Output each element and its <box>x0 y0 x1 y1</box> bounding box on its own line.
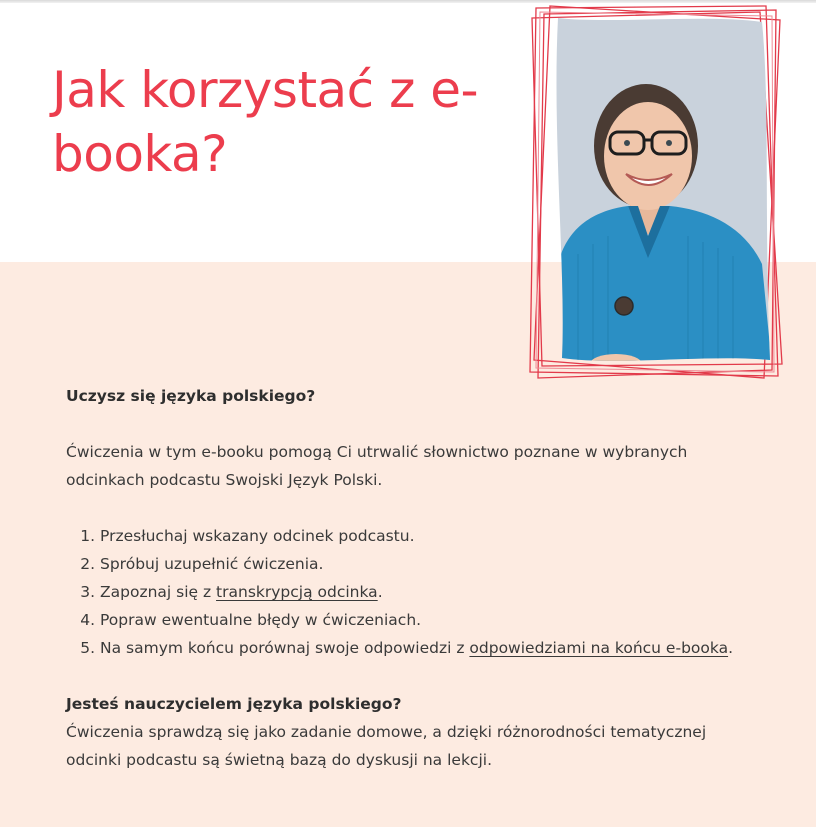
page-title: Jak korzystać z e-booka? <box>52 61 479 183</box>
section2-heading: Jesteś nauczycielem języka polskiego? <box>66 695 402 713</box>
list-item: 2. Spróbuj uzupełnić ćwiczenia. <box>100 550 766 578</box>
steps-list <box>66 522 766 662</box>
list-item: 4. Popraw ewentualne błędy w ćwiczeniach. <box>100 606 766 634</box>
section1-intro: Ćwiczenia w tym e-booku pomogą Ci utrwalić słownictwo poznane w wybranych odcinkach podcastu Swojski Język Polski. <box>66 443 688 489</box>
list-item: 1. Przesłuchaj wskazany odcinek podcastu. <box>100 522 766 550</box>
author-photo <box>548 14 772 368</box>
answers-link[interactable]: odpowiedziami na końcu e-booka <box>469 639 729 657</box>
list-item: 5. Na samym końcu porównaj swoje odpowiedzi z odpowiedziami na końcu e-booka. <box>100 634 766 662</box>
section1-heading: Uczysz się języka polskiego? <box>66 387 316 405</box>
list-item: 3. Zapoznaj się z transkrypcją odcinka. <box>100 578 766 606</box>
content <box>66 382 766 774</box>
top-divider <box>0 0 816 3</box>
section2-body: Ćwiczenia sprawdzą się jako zadanie domowe, a dzięki różnorodności tematycznej odcinki podcastu są świetną bazą do dyskusji na lekcji. <box>66 723 707 769</box>
transcript-link[interactable]: transkrypcją odcinka <box>216 583 378 601</box>
person-portrait-icon <box>548 14 772 368</box>
